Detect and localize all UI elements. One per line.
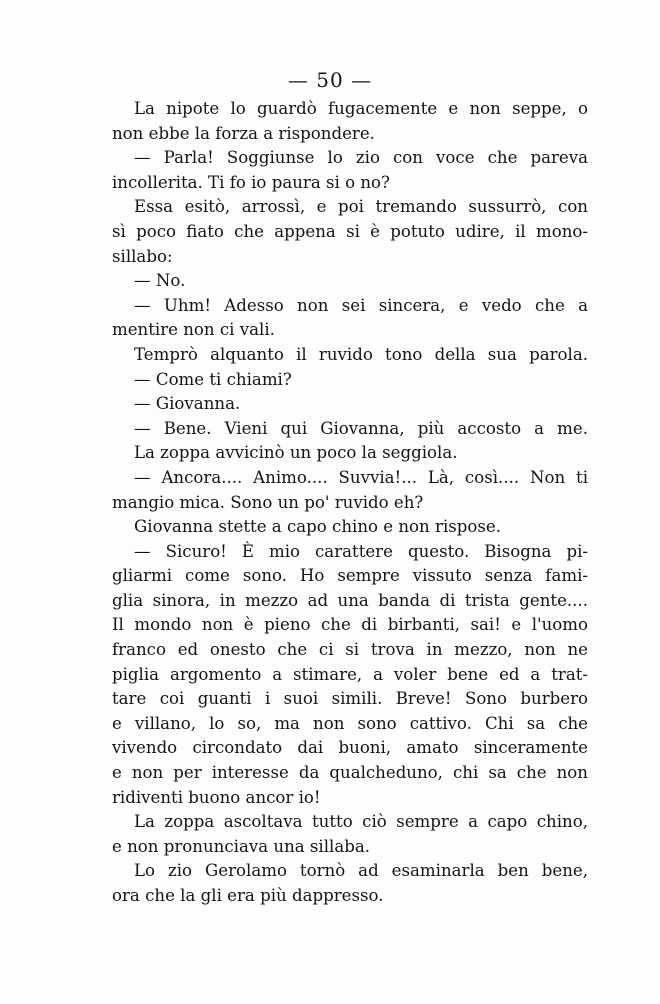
text-line: vivendo circondato dai buoni, amato sinceramente (112, 738, 588, 758)
text-line: e non per interesse da qualcheduno, chi sa che non (112, 763, 588, 783)
text-line: — Uhm! Adesso non sei sincera, e vedo che a (134, 295, 588, 315)
text-line: La nipote lo guardò fugacemente e non seppe, o (134, 99, 588, 118)
text-line: — Come ti chiami? (134, 369, 292, 389)
text-line: ora che la gli era più dappresso. (112, 886, 384, 905)
text-line: piglia argomento a stimare, a voler bene ed a trat- (112, 664, 588, 684)
text-line: non ebbe la forza a rispondere. (112, 123, 375, 143)
text-line: Il mondo non è pieno che di birbanti, sai! e l'uomo (112, 615, 588, 635)
text-line: e non pronunciava una sillaba. (112, 836, 371, 856)
text-line: mentire non ci vali. (112, 320, 275, 340)
text-line: — Giovanna. (134, 394, 241, 414)
text-line: sillabo: (112, 246, 173, 266)
text-line: La zoppa ascoltava tutto ciò sempre a capo chino, (134, 812, 588, 832)
text-line: Lo zio Gerolamo tornò ad esaminarla ben bene, (134, 861, 588, 881)
text-line: mangio mica. Sono un po' ruvido eh? (112, 492, 424, 512)
text-line: Essa esitò, arrossì, e poi tremando sussurrò, con (134, 197, 588, 217)
text-line: sì poco fiato che appena si è potuto udire, il mono- (112, 221, 588, 241)
text-line: — Parla! Soggiunse lo zio con voce che pareva (134, 148, 588, 168)
text-line: Giovanna stette a capo chino e non rispose. (134, 517, 501, 537)
text-line: Temprò alquanto il ruvido tono della sua parola. (134, 344, 588, 364)
text-line: glia sinora, in mezzo ad una banda di trista gente.... (112, 590, 588, 610)
text-line: — No. (134, 271, 186, 291)
text-line: incollerita. Ti fo io paura si o no? (112, 172, 390, 192)
text-line: tare coi guanti i suoi simili. Breve! Sono burbero (112, 689, 588, 709)
text-line: ridiventi buono ancor io! (112, 787, 321, 807)
text-line: La zoppa avvicinò un poco la seggiola. (134, 443, 458, 463)
page-number: — 50 — (287, 68, 373, 92)
text-line: e villano, lo so, ma non sono cattivo. Chi sa che (112, 713, 588, 733)
text-line: — Bene. Vieni qui Giovanna, più accosto a me. (134, 418, 588, 438)
text-line: — Ancora.... Animo.... Suvvia!... Là, così.... Non ti (134, 467, 588, 487)
text-line: franco ed onesto che ci si trova in mezzo, non ne (112, 640, 588, 660)
text-line: — Sicuro! È mio carattere questo. Bisogna pi- (134, 541, 588, 561)
text-line: gliarmi come sono. Ho sempre vissuto senza fami- (112, 566, 588, 586)
body-text (112, 97, 588, 909)
